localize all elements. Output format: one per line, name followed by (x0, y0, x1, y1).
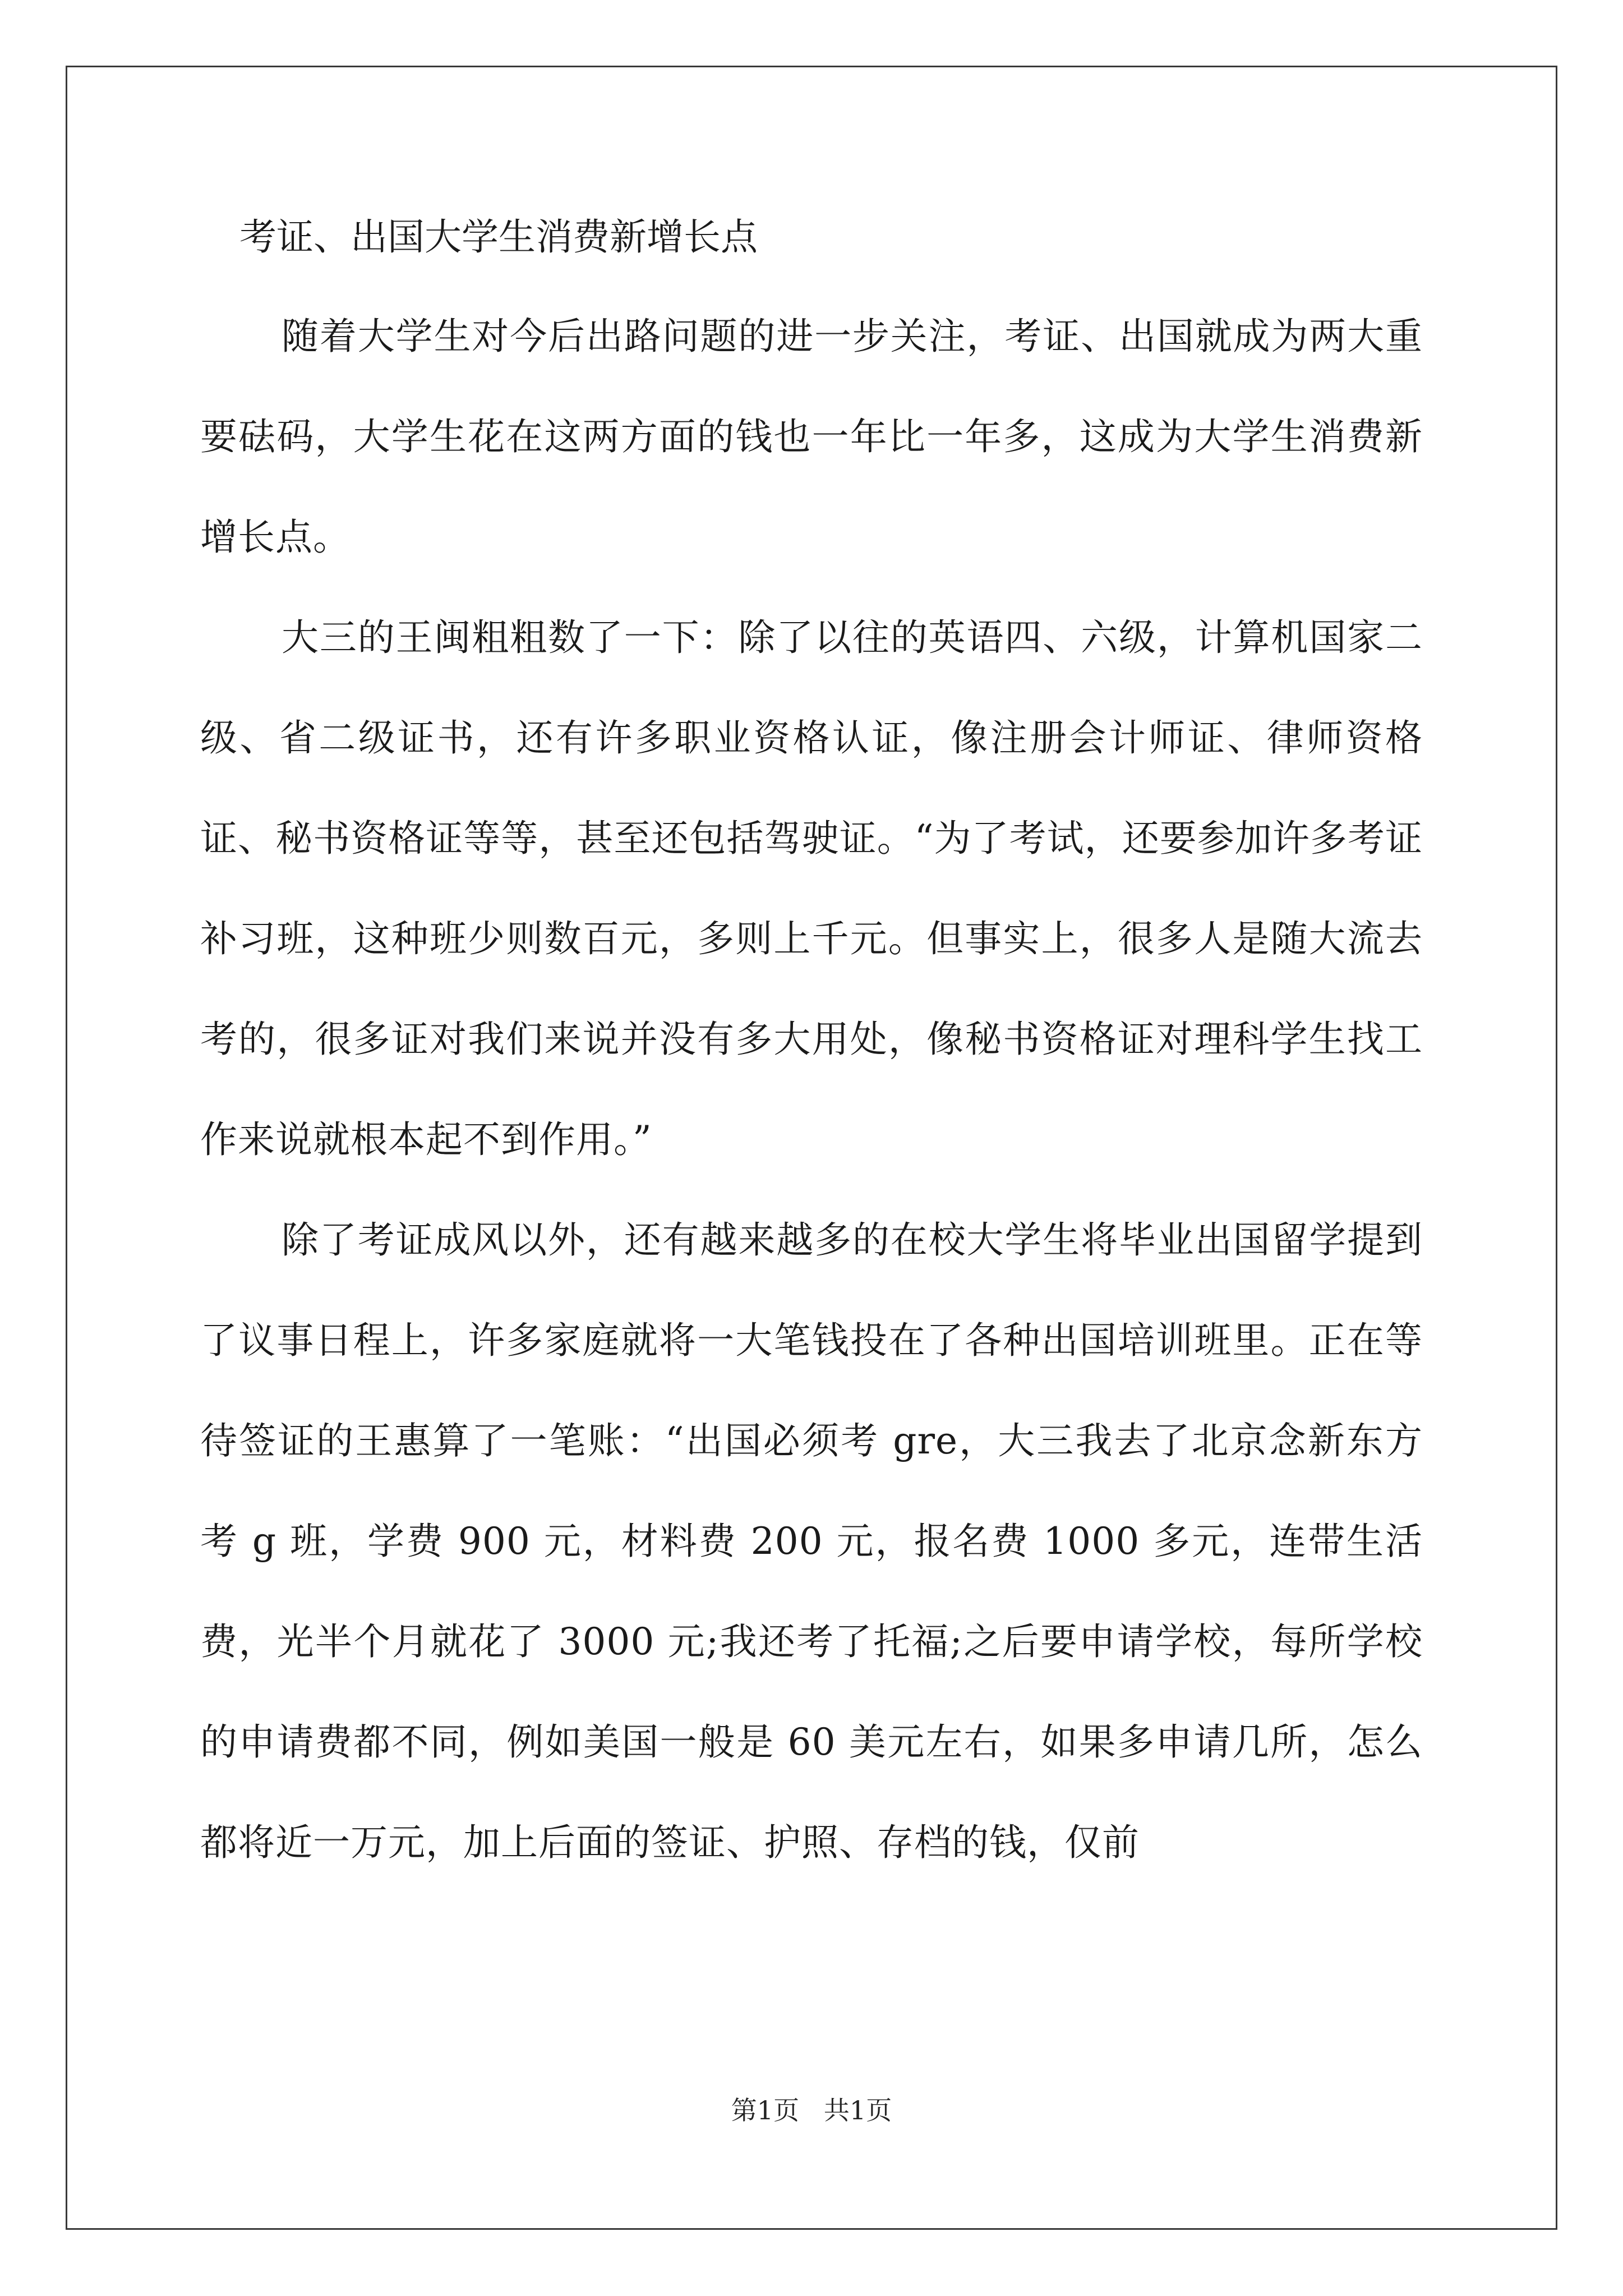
paragraph-1: 随着大学生对今后出路问题的进一步关注，考证、出国就成为两大重要砝码，大学生花在这两方面的钱也一年比一年多，这成为大学生消费新增长点。 (200, 315, 1423, 559)
paragraph-3: 除了考证成风以外，还有越来越多的在校大学生将毕业出国留学提到了议事日程上，许多家庭就将一大笔钱投在了各种出国培训班里。正在等待签证的王惠算了一笔账：“出国必须考 gre，大三我去了北京念新东方考 g 班，学费 900 元，材料费 200 元，报名费 1000 多元，连带生活费，光半个月就花了 3000 元;我还考了托福;之后要申请学校，每所学校的申请费都不同，例如美国一般是 60 美元左右，如果多申请几所，怎么都将近一万元，加上后面的签证、护照、存档的钱，仅前 (200, 1218, 1423, 1864)
document-title: 考证、出国大学生消费新增长点 (239, 215, 758, 259)
paragraph-2: 大三的王闽粗粗数了一下：除了以往的英语四、六级，计算机国家二级、省二级证书，还有许多职业资格认证，像注册会计师证、律师资格证、秘书资格证等等，甚至还包括驾驶证。“为了考试，还要参加许多考证补习班，这种班少则数百元，多则上千元。但事实上，很多人是随大流去考的，很多证对我们来说并没有多大用处，像秘书资格证对理科学生找工作来说就根本起不到作用。” (200, 616, 1423, 1161)
page-number-footer: 第1页 共1页 (731, 2095, 892, 2125)
document-body (200, 212, 1423, 1893)
